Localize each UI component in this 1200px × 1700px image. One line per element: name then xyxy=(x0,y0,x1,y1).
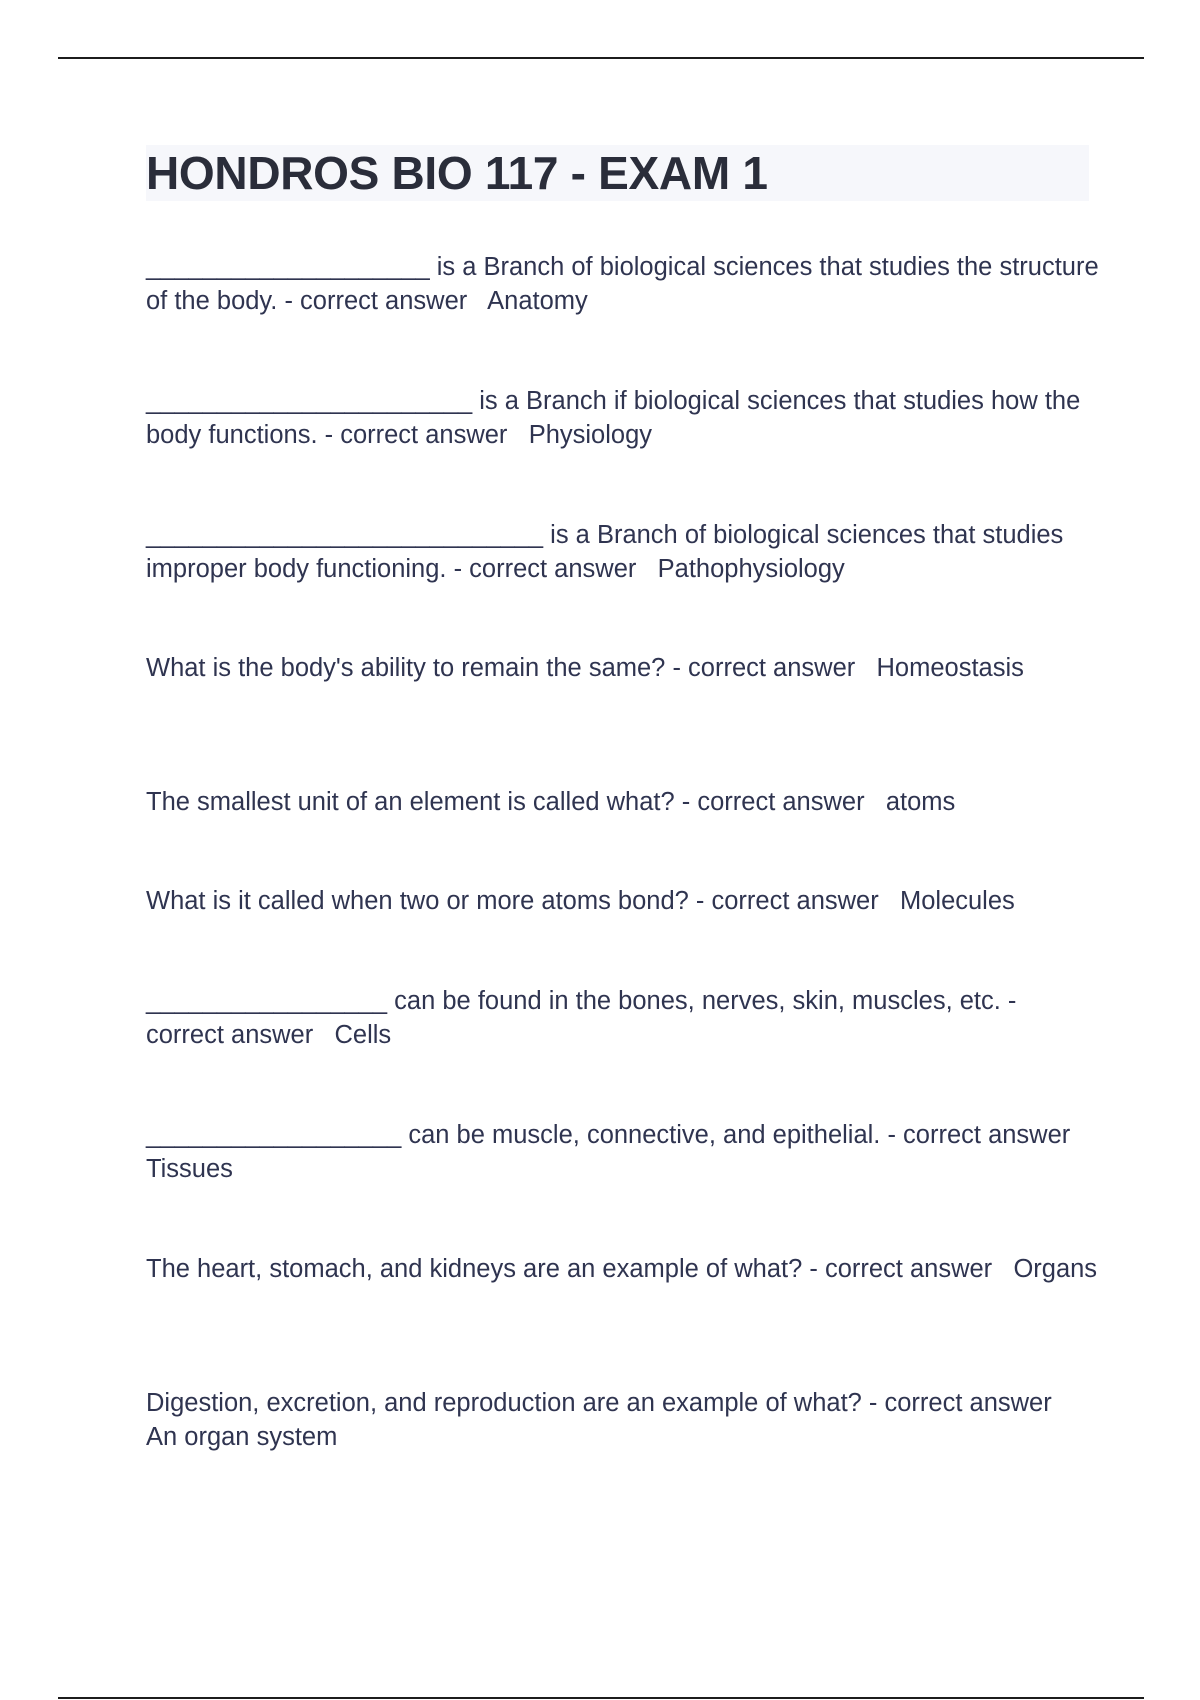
answer-text: Anatomy xyxy=(487,287,588,315)
question-item xyxy=(146,1252,1101,1386)
question-text: The heart, stomach, and kidneys are an example of what? - correct answer xyxy=(146,1255,993,1283)
question-text: _________________ can be found in the bones, nerves, skin, muscles, etc. - correct answer xyxy=(146,987,1017,1049)
question-text: ____________________________ is a Branch of biological sciences that studies improper body functioning. - correct answer xyxy=(146,521,1064,583)
question-item xyxy=(146,651,1101,785)
answer-text: An organ system xyxy=(146,1423,338,1451)
question-text: _______________________ is a Branch if biological sciences that studies how the body functions. - correct answer xyxy=(146,387,1081,449)
question-item xyxy=(146,984,1101,1118)
answer-text: Organs xyxy=(1013,1255,1098,1283)
answer-text: Physiology xyxy=(528,421,653,449)
answer-text: Tissues xyxy=(146,1155,233,1183)
answer-text: atoms xyxy=(885,788,956,816)
question-text: What is it called when two or more atoms bond? - correct answer xyxy=(146,887,879,915)
top-rule xyxy=(58,57,1144,59)
question-item xyxy=(146,1118,1101,1252)
answer-text: Pathophysiology xyxy=(657,555,845,583)
question-text: What is the body's ability to remain the same? - correct answer xyxy=(146,654,856,682)
answer-text: Cells xyxy=(334,1021,392,1049)
bottom-rule xyxy=(58,1697,1144,1699)
question-list xyxy=(146,250,1101,1520)
question-item xyxy=(146,518,1101,651)
question-text: __________________ can be muscle, connective, and epithelial. - correct answer xyxy=(146,1121,1071,1149)
question-item xyxy=(146,1386,1101,1520)
question-text: ____________________ is a Branch of biological sciences that studies the structure of the body. - correct answer xyxy=(146,253,1099,315)
question-item xyxy=(146,250,1101,384)
question-text: Digestion, excretion, and reproduction are an example of what? - correct answer xyxy=(146,1389,1052,1417)
document-title: HONDROS BIO 117 - EXAM 1 xyxy=(146,147,768,199)
question-text: The smallest unit of an element is called what? - correct answer xyxy=(146,788,865,816)
question-item xyxy=(146,884,1101,984)
answer-text: Molecules xyxy=(899,887,1015,915)
question-item xyxy=(146,384,1101,518)
question-item xyxy=(146,785,1101,884)
answer-text: Homeostasis xyxy=(876,654,1024,682)
